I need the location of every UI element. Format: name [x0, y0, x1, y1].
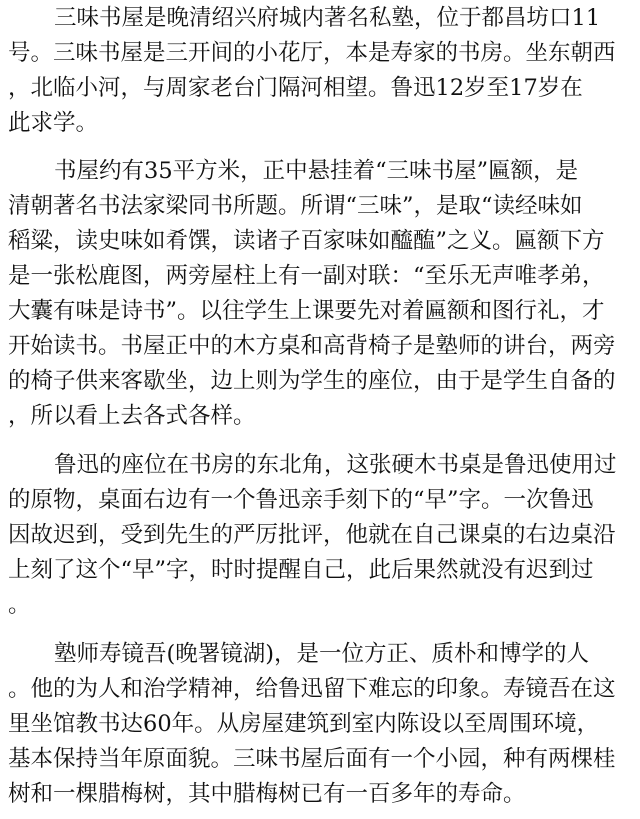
paragraph-line: 号。三味书屋是三开间的小花厅，本是寿家的书房。坐东朝西: [8, 40, 616, 66]
paragraph-line: 的椅子供来客歇坐，边上则为学生的座位，由于是学生自备的: [8, 368, 616, 394]
paragraph-line: 。他的为人和治学精神，给鲁迅留下难忘的印象。寿镜吾在这: [8, 676, 616, 702]
paragraph-line: 。: [8, 592, 31, 618]
paragraph-line: 树和一棵腊梅树，其中腊梅树已有一百多年的寿命。: [8, 781, 526, 807]
paragraph-line: 里坐馆教书达60年。从房屋建筑到室内陈设以至周围环境，: [8, 711, 600, 737]
paragraph-line: 塾师寿镜吾(晚署镜湖)，是一位方正、质朴和博学的人: [54, 641, 590, 667]
paragraph-line: ，北临小河，与周家老台门隔河相望。鲁迅12岁至17岁在: [8, 75, 583, 101]
paragraph-line: 的原物，桌面右边有一个鲁迅亲手刻下的“早”字。一次鲁迅: [8, 487, 594, 513]
paragraph-line: 上刻了这个“早”字，时时提醒自己，此后果然就没有迟到过: [8, 557, 594, 583]
paragraph-line: 是一张松鹿图，两旁屋柱上有一副对联：“至乐无声唯孝弟，: [8, 263, 605, 289]
paragraph-line: 清朝著名书法家梁同书所题。所谓“三味”，是取“读经味如: [8, 193, 583, 219]
paragraph-line: 此求学。: [8, 110, 99, 136]
paragraph-line: 基本保持当年原面貌。三味书屋后面有一个小园，种有两棵桂: [8, 746, 616, 772]
paragraph-line: ，所以看上去各式各样。: [8, 403, 256, 429]
paragraph-line: 书屋约有35平方米，正中悬挂着“三味书屋”匾额，是: [54, 158, 579, 184]
paragraph-line: 大囊有味是诗书”。以往学生上课要先对着匾额和图行礼，才: [8, 298, 605, 324]
paragraph-line: 开始读书。书屋正中的木方桌和高背椅子是塾师的讲台，两旁: [8, 333, 616, 359]
paragraph-line: 鲁迅的座位在书房的东北角，这张硬木书桌是鲁迅使用过: [54, 452, 617, 478]
paragraph-line: 三味书屋是晚清绍兴府城内著名私塾，位于都昌坊口11: [54, 5, 601, 31]
paragraph-line: 因故迟到，受到先生的严厉批评，他就在自己课桌的右边桌沿: [8, 522, 616, 548]
paragraph-line: 稻粱，读史味如肴馔，读诸子百家味如醯醢”之义。匾额下方: [8, 228, 605, 254]
